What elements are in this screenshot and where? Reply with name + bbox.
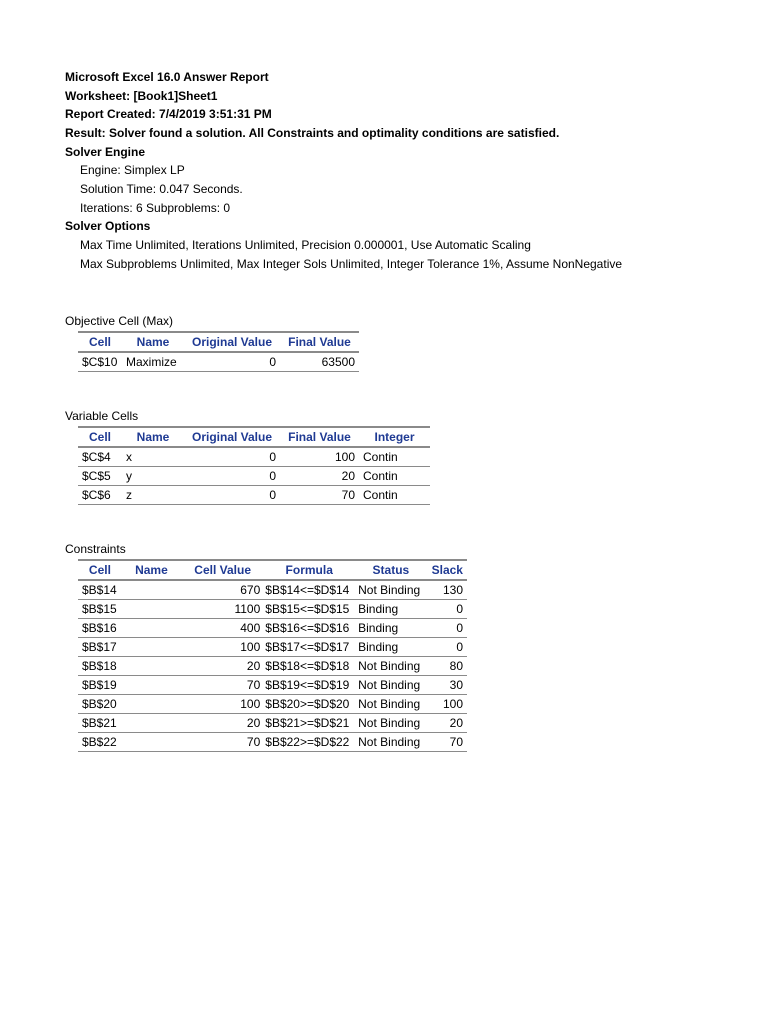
slack: 100 [428, 695, 467, 714]
cell-name: x [122, 447, 184, 467]
header-name: Name [122, 332, 184, 352]
slack: 130 [428, 580, 467, 600]
formula: $B$20>=$D$20 [264, 695, 354, 714]
slack: 0 [428, 619, 467, 638]
final-value: 20 [280, 467, 359, 486]
cell-value: 670 [181, 580, 264, 600]
variables-header-row [78, 427, 430, 447]
created-line: Report Created: 7/4/2019 3:51:31 PM [65, 107, 272, 121]
slack: 0 [428, 600, 467, 619]
cell-ref: $C$5 [78, 467, 122, 486]
cell-value: 100 [181, 695, 264, 714]
header-cell: Cell [78, 560, 122, 580]
constraints-table [78, 559, 467, 752]
header-final-value: Final Value [280, 332, 359, 352]
objective-header-row [78, 332, 359, 352]
original-value: 0 [184, 447, 280, 467]
table-row [78, 447, 430, 467]
variables-table [78, 426, 430, 505]
table-row [78, 619, 467, 638]
solution-time-line: Solution Time: 0.047 Seconds. [80, 182, 243, 196]
cell-ref: $B$14 [78, 580, 122, 600]
cell-value: 1100 [181, 600, 264, 619]
formula: $B$17<=$D$17 [264, 638, 354, 657]
final-value: 70 [280, 486, 359, 505]
status: Not Binding [354, 657, 427, 676]
slack: 0 [428, 638, 467, 657]
cell-value: 400 [181, 619, 264, 638]
integer-value: Contin [359, 486, 430, 505]
objective-table [78, 331, 359, 372]
status: Binding [354, 600, 427, 619]
options-line-2: Max Subproblems Unlimited, Max Integer Sols Unlimited, Integer Tolerance 1%, Assume NonNegative [80, 257, 623, 271]
original-value: 0 [184, 467, 280, 486]
header-original-value: Original Value [184, 427, 280, 447]
status: Not Binding [354, 733, 427, 752]
options-line-1: Max Time Unlimited, Iterations Unlimited, Precision 0.000001, Use Automatic Scaling [80, 238, 531, 252]
report-title: Microsoft Excel 16.0 Answer Report [65, 70, 269, 84]
cell-ref: $C$10 [78, 352, 122, 372]
cell-ref: $B$20 [78, 695, 122, 714]
table-row [78, 352, 359, 372]
table-row [78, 600, 467, 619]
cell-ref: $B$18 [78, 657, 122, 676]
constraints-body [78, 580, 467, 752]
table-row [78, 638, 467, 657]
status: Binding [354, 638, 427, 657]
original-value: 0 [184, 352, 280, 372]
cell-ref: $B$15 [78, 600, 122, 619]
status: Not Binding [354, 676, 427, 695]
formula: $B$19<=$D$19 [264, 676, 354, 695]
formula: $B$18<=$D$18 [264, 657, 354, 676]
status: Not Binding [354, 695, 427, 714]
table-row [78, 695, 467, 714]
cell-name [122, 638, 181, 657]
options-heading: Solver Options [65, 219, 151, 233]
header-cell: Cell [78, 427, 122, 447]
objective-caption: Objective Cell (Max) [65, 314, 174, 328]
cell-name: z [122, 486, 184, 505]
slack: 30 [428, 676, 467, 695]
table-row [78, 580, 467, 600]
header-original-value: Original Value [184, 332, 280, 352]
cell-name [122, 657, 181, 676]
table-row [78, 657, 467, 676]
engine-line: Engine: Simplex LP [80, 163, 185, 177]
header-formula: Formula [264, 560, 354, 580]
cell-name [122, 695, 181, 714]
worksheet-line: Worksheet: [Book1]Sheet1 [65, 89, 218, 103]
table-row [78, 714, 467, 733]
cell-name [122, 580, 181, 600]
cell-value: 20 [181, 657, 264, 676]
formula: $B$14<=$D$14 [264, 580, 354, 600]
header-cell-value: Cell Value [181, 560, 264, 580]
table-row [78, 467, 430, 486]
cell-value: 70 [181, 676, 264, 695]
cell-ref: $B$19 [78, 676, 122, 695]
cell-value: 70 [181, 733, 264, 752]
cell-name [122, 714, 181, 733]
cell-ref: $B$21 [78, 714, 122, 733]
cell-ref: $C$4 [78, 447, 122, 467]
integer-value: Contin [359, 447, 430, 467]
cell-ref: $C$6 [78, 486, 122, 505]
cell-name [122, 676, 181, 695]
slack: 20 [428, 714, 467, 733]
header-name: Name [122, 560, 181, 580]
header-name: Name [122, 427, 184, 447]
status: Not Binding [354, 714, 427, 733]
cell-ref: $B$16 [78, 619, 122, 638]
status: Not Binding [354, 580, 427, 600]
cell-value: 20 [181, 714, 264, 733]
formula: $B$15<=$D$15 [264, 600, 354, 619]
formula: $B$22>=$D$22 [264, 733, 354, 752]
formula: $B$16<=$D$16 [264, 619, 354, 638]
header-cell: Cell [78, 332, 122, 352]
original-value: 0 [184, 486, 280, 505]
slack: 80 [428, 657, 467, 676]
final-value: 63500 [280, 352, 359, 372]
constraints-caption: Constraints [65, 542, 126, 556]
header-final-value: Final Value [280, 427, 359, 447]
cell-ref: $B$17 [78, 638, 122, 657]
formula: $B$21>=$D$21 [264, 714, 354, 733]
table-row [78, 733, 467, 752]
status: Binding [354, 619, 427, 638]
variables-caption: Variable Cells [65, 409, 139, 423]
integer-value: Contin [359, 467, 430, 486]
header-status: Status [354, 560, 427, 580]
engine-heading: Solver Engine [65, 145, 146, 159]
constraints-header-row [78, 560, 467, 580]
cell-name [122, 733, 181, 752]
result-line: Result: Solver found a solution. All Constraints and optimality conditions are satisfied. [65, 126, 560, 140]
table-row [78, 486, 430, 505]
cell-ref: $B$22 [78, 733, 122, 752]
header-integer: Integer [359, 427, 430, 447]
cell-value: 100 [181, 638, 264, 657]
table-row [78, 676, 467, 695]
header-slack: Slack [428, 560, 467, 580]
cell-name [122, 600, 181, 619]
cell-name: Maximize [122, 352, 184, 372]
iterations-line: Iterations: 6 Subproblems: 0 [80, 201, 231, 215]
cell-name [122, 619, 181, 638]
slack: 70 [428, 733, 467, 752]
final-value: 100 [280, 447, 359, 467]
cell-name: y [122, 467, 184, 486]
